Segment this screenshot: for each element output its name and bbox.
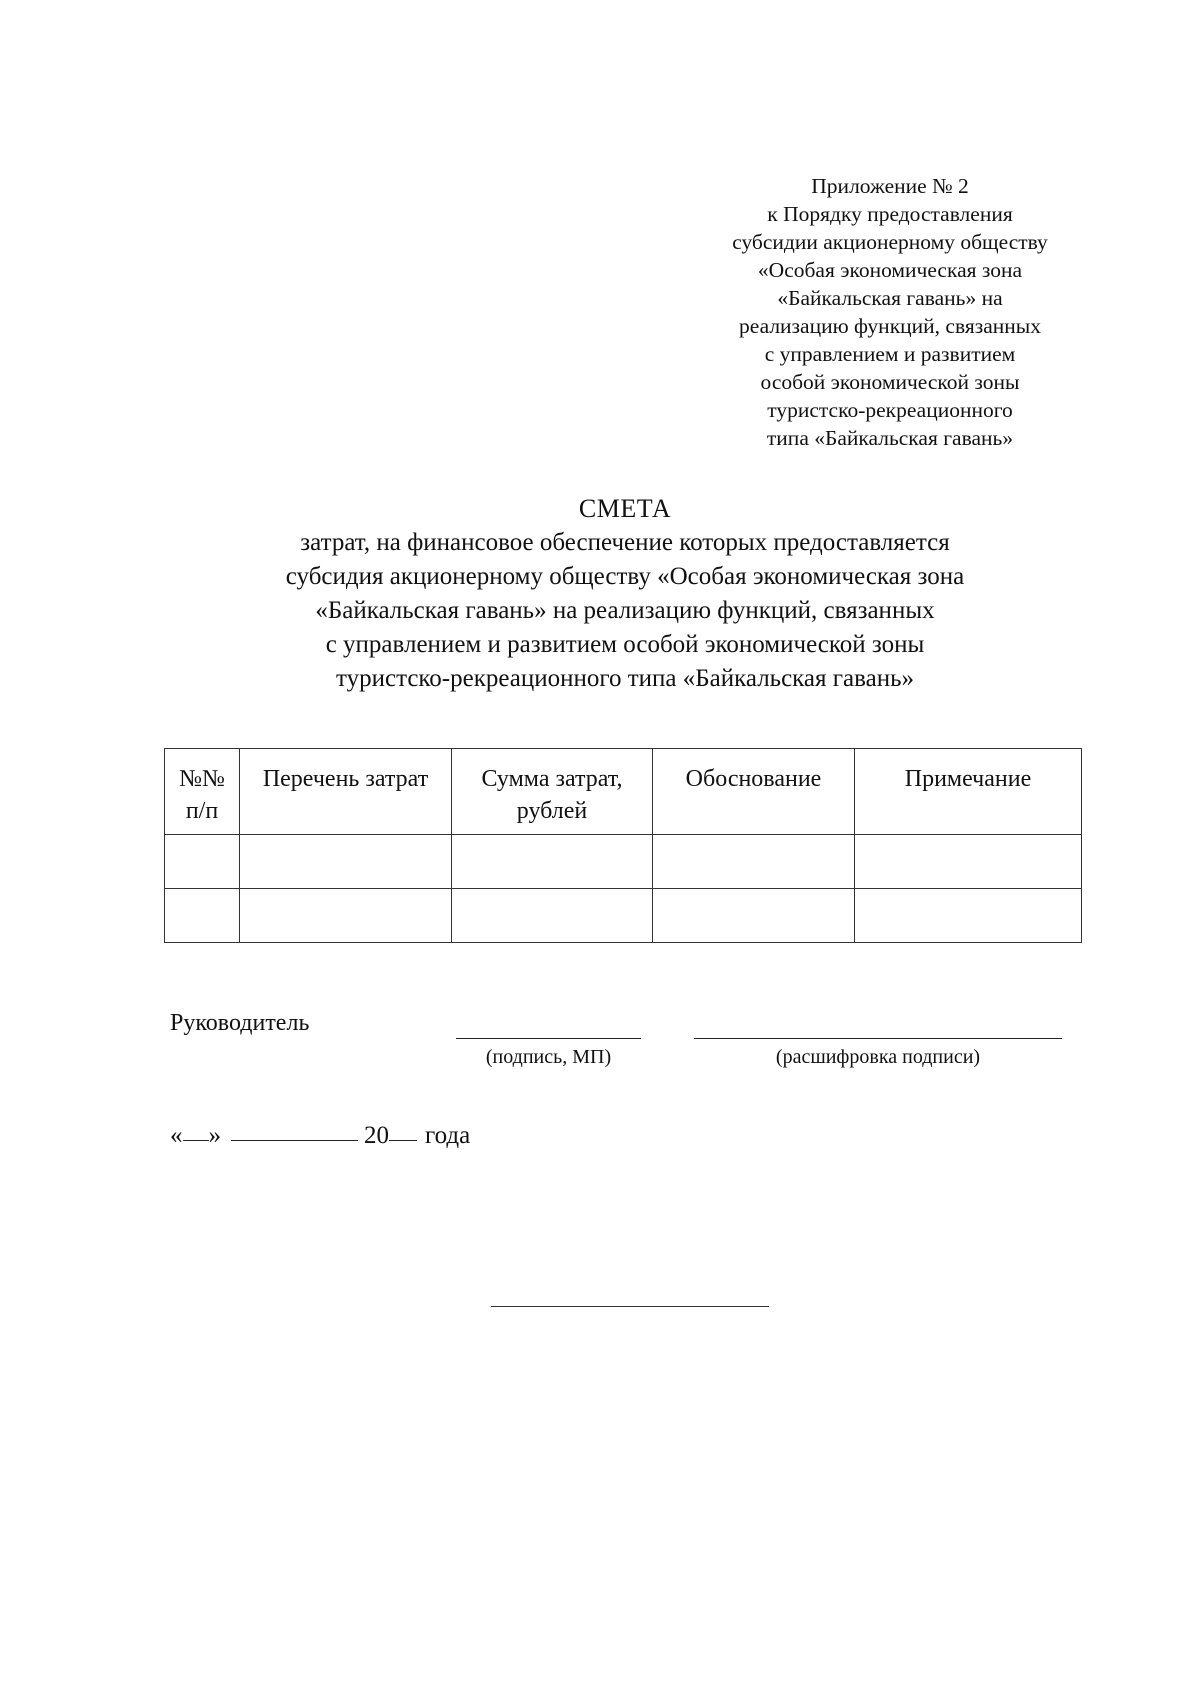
appendix-line: «Особая экономическая зона [757, 258, 1023, 282]
table-cell [653, 889, 855, 943]
date-open-quote: « [170, 1122, 183, 1149]
header-justification [653, 749, 855, 835]
table-cell [165, 835, 240, 889]
header-cost-amount-line1: Сумма затрат, [481, 766, 623, 792]
table-cell [855, 889, 1082, 943]
header-number-line2: п/п [185, 798, 219, 824]
document-title [150, 492, 1100, 696]
signature-block [170, 1010, 1090, 1070]
appendix-line: туристско-рекреационного [767, 398, 1013, 422]
cost-table [164, 748, 1082, 943]
appendix-line: к Порядку предоставления [767, 202, 1013, 226]
appendix-line: субсидии акционерному обществу [732, 230, 1048, 254]
header-note-label: Примечание [904, 766, 1032, 792]
table-cell [240, 835, 452, 889]
table-header-row [165, 749, 1082, 835]
end-divider [491, 1306, 769, 1307]
header-cost-list [240, 749, 452, 835]
date-close-quote: » [208, 1122, 221, 1149]
appendix-block [690, 172, 1090, 452]
signature-caption: (подпись, МП) [485, 1046, 612, 1068]
header-number-line1: №№ [179, 766, 225, 792]
date-suffix: года [425, 1122, 471, 1149]
title-line: «Байкальская гавань» на реализацию функций, связанных [315, 597, 935, 624]
header-justification-label: Обоснование [685, 766, 822, 792]
date-year-prefix: 20 [364, 1122, 389, 1149]
title-line: затрат, на финансовое обеспечение которых предоставляется [300, 529, 950, 556]
table-cell [240, 889, 452, 943]
table-cell [452, 835, 653, 889]
header-number [165, 749, 240, 835]
signature-role: Руководитель [170, 1010, 310, 1036]
header-cost-amount-line2: рублей [516, 798, 588, 824]
table-cell [452, 889, 653, 943]
appendix-line: типа «Байкальская гавань» [766, 426, 1014, 450]
header-note [855, 749, 1082, 835]
table-cell [855, 835, 1082, 889]
table-row [165, 889, 1082, 943]
signature-line [456, 1038, 641, 1039]
table-cell [653, 835, 855, 889]
date-line [170, 1117, 470, 1150]
title-subtitle [150, 526, 1100, 696]
date-year-blank [389, 1115, 417, 1141]
header-cost-list-label: Перечень затрат [262, 766, 429, 792]
title-line: с управлением и развитием особой экономической зоны [325, 631, 925, 658]
appendix-line: «Байкальская гавань» на [777, 286, 1003, 310]
table-row [165, 835, 1082, 889]
header-cost-amount [452, 749, 653, 835]
date-month-blank [231, 1115, 358, 1141]
signature-decode-caption: (расшифровка подписи) [775, 1046, 981, 1068]
title-main: СМЕТА [578, 494, 672, 523]
signature-decode-line [694, 1038, 1062, 1039]
title-line: субсидия акционерному обществу «Особая экономическая зона [285, 563, 965, 590]
appendix-line: с управлением и развитием [764, 342, 1016, 366]
title-line: туристско-рекреационного типа «Байкальская гавань» [336, 665, 914, 692]
appendix-line: особой экономической зоны [760, 370, 1020, 394]
appendix-line: реализацию функций, связанных [739, 314, 1041, 338]
table-cell [165, 889, 240, 943]
appendix-line: Приложение № 2 [811, 174, 969, 198]
date-day-blank [183, 1115, 209, 1141]
